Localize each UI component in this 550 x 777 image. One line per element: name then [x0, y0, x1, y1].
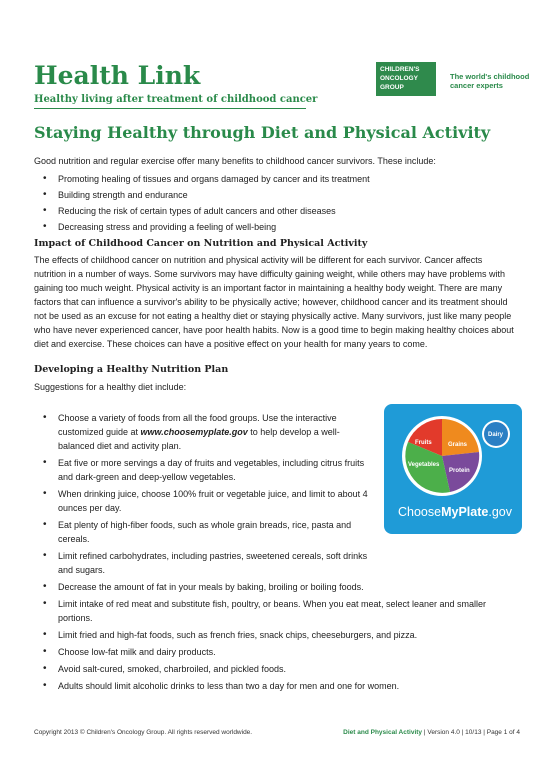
list-item: • Adults should limit alcoholic drinks to less than two a day for men and one for women. — [34, 679, 520, 693]
list-item: • Limit fried and high-fat foods, such as french fries, snack chips, cheeseburgers, and pizza. — [34, 628, 520, 642]
header-divider — [34, 108, 306, 109]
list-item: • Avoid salt-cured, smoked, charbroiled, and pickled foods. — [34, 662, 520, 676]
list-item: • Eat five or more servings a day of fruits and vegetables, including citrus fruits and dark-green and deep-yellow vegetables. — [34, 456, 368, 484]
choosemyplate-link[interactable]: www.choosemyplate.gov — [140, 427, 248, 437]
nutrition-intro: Suggestions for a healthy diet include: — [34, 382, 187, 392]
list-item: • Decreasing stress and providing a feeling of well-being — [34, 220, 516, 234]
logo-line: ONCOLOGY — [380, 75, 418, 82]
list-item: • Limit intake of red meat and substitute fish, poultry, or beans. When you eat meat, select leaner and smaller portions. — [34, 597, 520, 625]
impact-heading: Impact of Childhood Cancer on Nutrition and Physical Activity — [34, 238, 368, 249]
vegetables-label: Vegetables — [408, 462, 440, 468]
list-item: • Choose low-fat milk and dairy products. — [34, 645, 520, 659]
list-item: • Decrease the amount of fat in your meals by baking, broiling or boiling foods. — [34, 580, 520, 594]
section-title: Staying Healthy through Diet and Physical Activity — [34, 123, 491, 142]
grains-segment — [442, 419, 479, 456]
protein-label: Protein — [449, 468, 470, 474]
dairy-label: Dairy — [488, 432, 504, 438]
list-item-text: Choose a variety of foods from all the food groups. Use the interactive customized guide at — [58, 413, 337, 437]
myplate-wordmark — [398, 505, 512, 519]
list-item: • Limit refined carbohydrates, including pastries, sweetened cereals, soft drinks and sugars. — [34, 549, 368, 577]
list-item: • Building strength and endurance — [34, 188, 516, 202]
myplate-graphic — [384, 404, 522, 534]
myplate-icon — [384, 404, 522, 504]
newsletter-subtitle: Healthy living after treatment of childhood cancer — [34, 94, 318, 105]
logo-line: CHILDREN'S — [380, 66, 420, 73]
list-item: • Reducing the risk of certain types of adult cancers and other diseases — [34, 204, 516, 218]
footer-topic: Diet and Physical Activity — [343, 729, 423, 736]
grains-label: Grains — [448, 442, 468, 448]
fruits-label: Fruits — [415, 440, 432, 446]
list-item: • Eat plenty of high-fiber foods, such as whole grain breads, rice, pasta and cereals. — [34, 518, 368, 546]
newsletter-title: Health Link — [34, 61, 201, 90]
copyright-text: Copyright 2013 © Children's Oncology Group. All rights reserved worldwide. — [34, 729, 253, 736]
list-item-text: to help develop a well-balanced diet and activity plan. — [58, 427, 340, 451]
wordmark-myplate: MyPlate — [441, 505, 489, 519]
list-item: • When drinking juice, choose 100% fruit or vegetable juice, and limit to about 4 ounces per day. — [34, 487, 368, 515]
logo-line: GROUP — [380, 84, 404, 91]
list-item — [34, 411, 368, 453]
intro-paragraph: Good nutrition and regular exercise offer many benefits to childhood cancer survivors. These include: — [34, 156, 436, 166]
organization-tagline — [450, 72, 540, 90]
nutrition-heading: Developing a Healthy Nutrition Plan — [34, 364, 229, 375]
tagline-line: cancer experts — [450, 81, 503, 90]
version-info: | Version 4.0 | 10/13 | Page 1 of 4 — [422, 729, 520, 736]
wordmark-choose: Choose — [398, 505, 442, 519]
cog-logo — [376, 62, 436, 96]
wordmark-gov: .gov — [488, 505, 512, 519]
impact-paragraph: The effects of childhood cancer on nutrition and physical activity will be different for each survivor. Cancer affects nutrition in a number of ways. Some survivors may have difficulty gaining weight, while others may have problems with gaining too much weight. Physical activity is an important factor in maintaining a healthy body weight. There are many factors that can influence a survivor's ability to be physically active; however, childhood cancer and its treatment should not be used as an excuse for not eating a healthy diet or staying physically active. Many survivors, just like many people who have never experienced cancer, have poor health habits. Now is a good time to begin making healthy choices about diet and exercise. These choices can have a positive effect on your health for many years to come. — [34, 255, 514, 349]
page-header — [34, 61, 530, 112]
benefits-list — [34, 172, 516, 236]
document-info — [343, 729, 520, 736]
list-item: • Promoting healing of tissues and organs damaged by cancer and its treatment — [34, 172, 516, 186]
tagline-line: The world's childhood — [450, 72, 530, 81]
